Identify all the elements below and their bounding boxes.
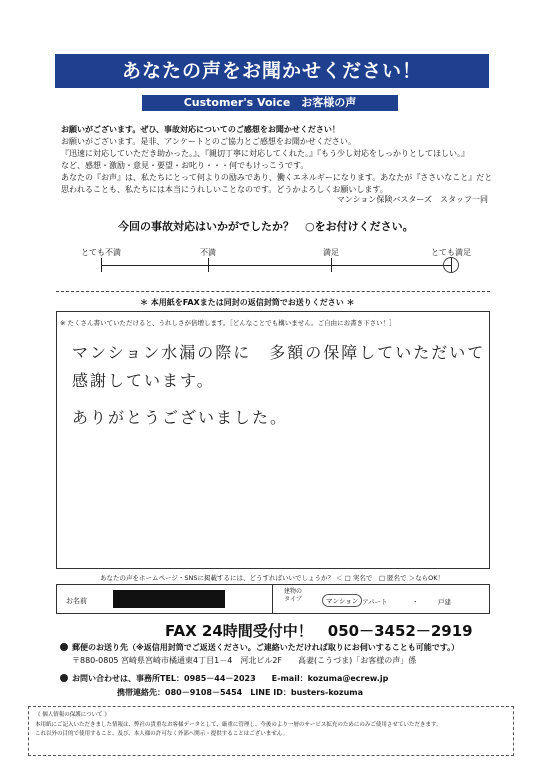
rating-scale-line xyxy=(101,265,451,266)
inquiry-text: お問い合わせは、事務所TEL：0985－44－2023 E-mail：kozuma@ecrew.jp xyxy=(72,674,389,683)
intro-line-6: 思われることも、私たちには本当にうれしいことなのです。どうかよろしくお願いします。 xyxy=(61,185,388,194)
intro-line-5: あなたの『お声』は、私たちにとって何よりの励みであり、働くエネルギーになります。あなたが『ささいなこと』だと xyxy=(61,173,493,182)
intro-line-4: など、感想・激励・意見・要望・お叱り・・・何でもけっこうです。 xyxy=(61,161,309,170)
rating-label-very-satisfied: とても満足 xyxy=(431,248,471,257)
privacy-line-2: これ以外の目的で使用すること、及び、本人様の許可なく外部へ開示・提供することはございません。 xyxy=(35,731,289,737)
cut-line xyxy=(56,291,490,292)
signature: マンション保険バスターズ スタッフ一同 xyxy=(336,195,488,204)
inquiry-title xyxy=(60,673,388,684)
rating-question: 今回の事故対応はいかがでしたか？ ○をお付けください。 xyxy=(118,220,414,233)
rating-tick xyxy=(208,258,209,272)
fax-number: FAX 24時間受付中！ 050－3452－2919 xyxy=(165,622,473,640)
mobile-contact: 携帯連絡先：080－9108－5454 LINE ID：busters-kozuma xyxy=(117,688,364,697)
intro-line-2: お願いがございます。是非、アンケートとのご協力とご感想をお聞かせください。 xyxy=(61,137,356,146)
page-title: あなたの声をお聞かせください！ xyxy=(55,54,489,88)
name-row-divider xyxy=(272,584,273,614)
redacted-name xyxy=(113,590,225,608)
bullet-icon xyxy=(60,643,68,651)
comment-line-2: 感謝しています。 xyxy=(72,371,215,390)
rating-tick xyxy=(101,258,102,272)
building-type-separator: ・ xyxy=(412,598,419,606)
rating-label-satisfied: 満足 xyxy=(323,248,339,257)
building-type-house[interactable]: 戸建 xyxy=(438,598,451,606)
mail-address: 〒880-0805 宮崎県宮崎市橘通東4丁目1－4 河北ビル2F 高妻(こうづま)「お客様の声」係 xyxy=(72,656,417,665)
privacy-title: 《 個人情報の保護について 》 xyxy=(35,712,110,718)
rating-label-very-dissatisfied: とても不満 xyxy=(81,248,121,257)
publish-question: あなたの声をホームページ・SNSに掲載するには、どうすればいいでしょうか？ ＜ □ 実名で □ 匿名で ＞ならOK！ xyxy=(100,574,444,582)
privacy-line-1: 本用紙にご記入いただきました情報は、弊社の貴重なお客様データとして、厳重に管理し、今後のより一層のサービス拡充のためにのみご使用させていただきます。 xyxy=(35,722,442,728)
rating-selected-circle[interactable] xyxy=(443,257,459,273)
comment-line-1: マンション水漏の際に 多額の保障していただいて xyxy=(72,343,486,362)
rating-label-dissatisfied: 不満 xyxy=(200,248,216,257)
building-type-mansion[interactable]: マンション xyxy=(322,594,362,607)
intro-line-3: 『迅速に対応していただき助かった。』、『親切丁寧に対応してくれた。』『もう少し対応をしっかりとしてほしい。』 xyxy=(61,149,469,158)
mail-title xyxy=(60,642,459,653)
comment-note: ※ たくさん書いていただけると、うれしさが倍増します。［どんなことでも構いません。ご自由にお書き下さい！］ xyxy=(60,319,396,327)
mail-title-text: 郵便のお送り先（※返信用封筒でご返送ください。ご連絡いただければ取りにお伺いすることも可能です。） xyxy=(72,643,460,652)
bullet-icon xyxy=(60,674,68,682)
comment-line-3: ありがとうございました。 xyxy=(72,408,289,427)
name-label: お名前 xyxy=(66,597,87,605)
building-type-apartment[interactable]: アパート xyxy=(362,598,388,606)
submit-instruction: ＊ 本用紙をFAXまたは同封の返信封筒でお送りください ＊ xyxy=(140,298,355,307)
rating-tick xyxy=(331,258,332,272)
building-type-label: 建物のタイプ xyxy=(283,588,302,603)
intro-line-1: お願いがございます。ぜひ、事故対応についてのご感想をお聞かせください！ xyxy=(61,125,340,134)
page-subtitle: Customer's Voice お客様の声 xyxy=(142,95,398,111)
